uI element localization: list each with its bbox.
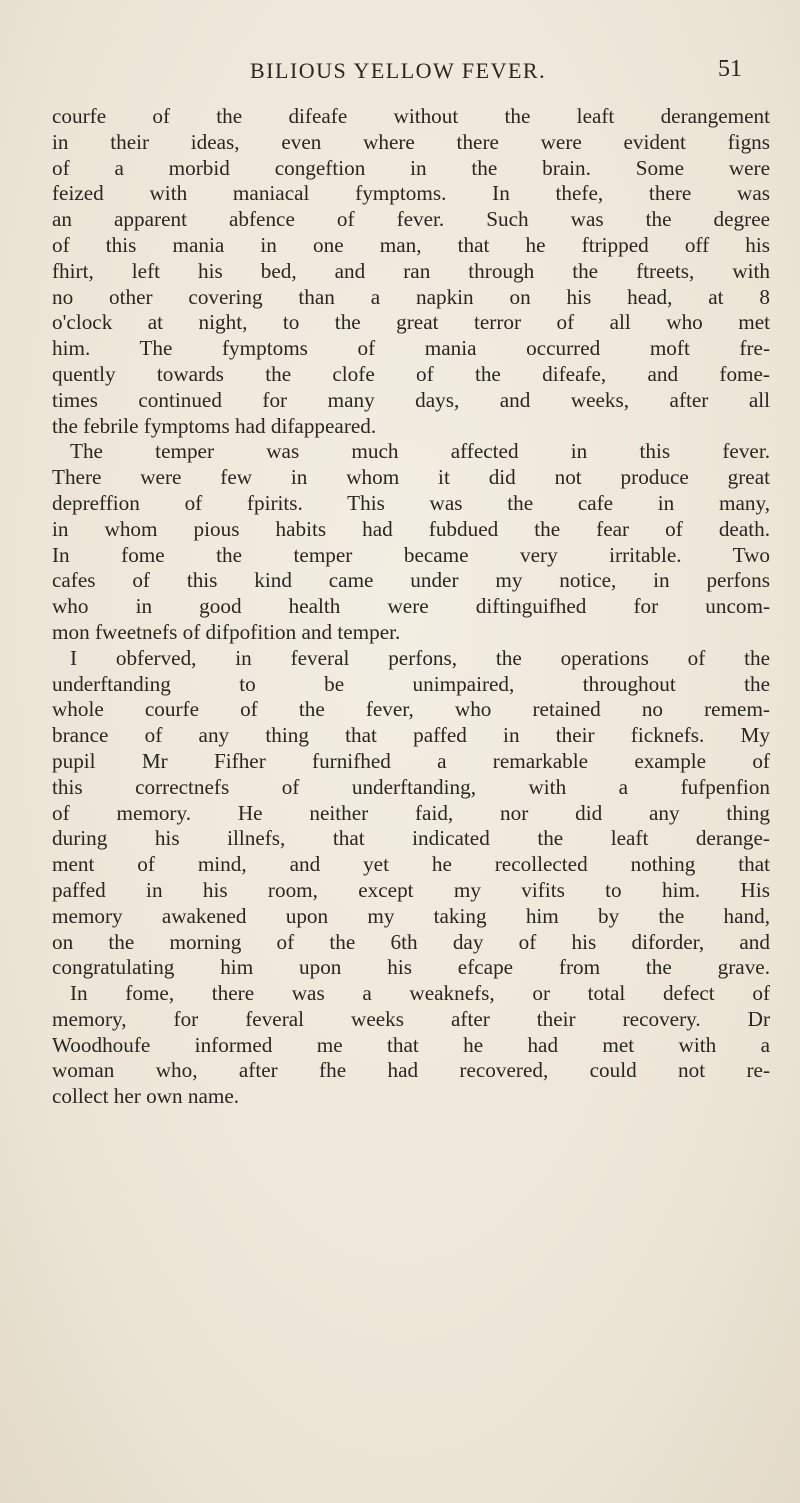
- text-line: pupil Mr Fifher furnifhed a remarkable example of: [52, 748, 770, 773]
- text-line: during his illnefs, that indicated the leaft derange-: [52, 826, 770, 851]
- text-line: I obferved, in feveral perfons, the operations of the: [70, 645, 770, 670]
- text-line: him. The fymptoms of mania occurred moft fre-: [52, 336, 770, 361]
- body-text: [52, 104, 770, 1110]
- running-head: BILIOUS YELLOW FEVER.: [250, 58, 547, 83]
- text-line: memory, for feveral weeks after their recovery. Dr: [52, 1006, 770, 1031]
- text-line: fhirt, left his bed, and ran through the ftreets, with: [52, 258, 770, 283]
- page-number: 51: [718, 56, 742, 82]
- text-line: brance of any thing that paffed in their ficknefs. My: [52, 723, 770, 748]
- text-line: congratulating him upon his efcape from the grave.: [52, 955, 770, 980]
- text-line: an apparent abfence of fever. Such was the degree: [52, 207, 770, 232]
- text-line: times continued for many days, and weeks, after all: [52, 387, 770, 412]
- text-line: There were few in whom it did not produce great: [52, 465, 770, 490]
- text-line: on the morning of the 6th day of his diforder, and: [52, 929, 770, 954]
- text-line: memory awakened upon my taking him by the hand,: [52, 903, 770, 928]
- text-line: courfe of the difeafe without the leaft derangement: [52, 104, 770, 128]
- text-line: the febrile fymptoms had difappeared.: [52, 413, 377, 438]
- text-line: woman who, after fhe had recovered, could not re-: [52, 1058, 770, 1083]
- text-line: whole courfe of the fever, who retained no remem-: [52, 697, 770, 722]
- text-line: depreffion of fpirits. This was the cafe in many,: [52, 490, 770, 515]
- text-line: Woodhoufe informed me that he had met with a: [52, 1032, 770, 1057]
- text-line: quently towards the clofe of the difeafe, and fome-: [52, 361, 770, 386]
- text-line: of memory. He neither faid, nor did any thing: [52, 800, 770, 825]
- text-line: who in good health were diftinguifhed for uncom-: [52, 594, 770, 619]
- text-line: In fome the temper became very irritable. Two: [52, 542, 770, 567]
- text-line: The temper was much affected in this fever.: [70, 439, 770, 464]
- text-line: in whom pious habits had fubdued the fear of death.: [52, 516, 770, 541]
- page-header: [52, 58, 760, 98]
- text-line: mon fweetnefs of difpofition and temper.: [52, 619, 401, 644]
- text-line: o'clock at night, to the great terror of all who met: [52, 310, 770, 335]
- text-line: of this mania in one man, that he ftripped off his: [52, 232, 770, 257]
- text-line: feized with maniacal fymptoms. In thefe, there was: [52, 181, 770, 206]
- text-line: this correctnefs of underftanding, with a fufpenfion: [52, 774, 770, 799]
- text-line: paffed in his room, except my vifits to him. His: [52, 877, 770, 902]
- text-line: underftanding to be unimpaired, throughout the: [52, 671, 770, 696]
- text-line: ment of mind, and yet he recollected nothing that: [52, 852, 770, 877]
- text-line: in their ideas, even where there were evident figns: [52, 129, 770, 154]
- text-line: cafes of this kind came under my notice, in perfons: [52, 568, 770, 593]
- text-line: collect her own name.: [52, 1084, 240, 1109]
- text-line: no other covering than a napkin on his head, at 8: [52, 284, 770, 309]
- text-line: of a morbid congeftion in the brain. Some were: [52, 155, 770, 180]
- text-line: In fome, there was a weaknefs, or total defect of: [70, 981, 770, 1006]
